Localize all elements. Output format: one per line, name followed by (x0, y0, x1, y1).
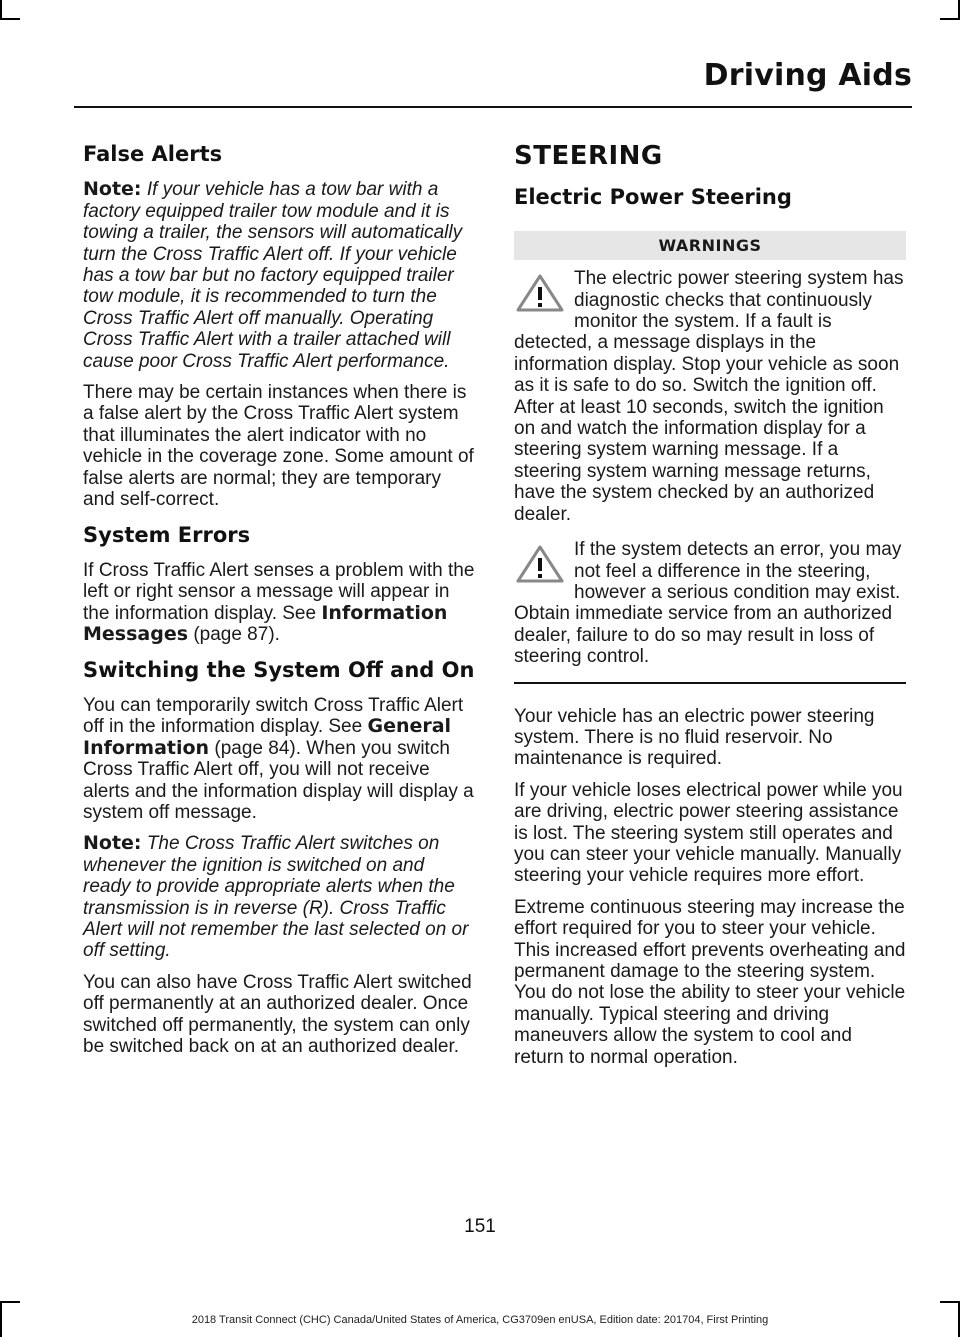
switching-page-ref: (page 84). (214, 737, 301, 759)
warnings-header: WARNINGS (514, 231, 906, 260)
left-column (83, 140, 475, 1067)
page-number: 151 (464, 1216, 496, 1237)
section-heading-steering: STEERING (514, 141, 663, 171)
switching-text-2: When you switch Cross Traffic Alert off, you will not receive alerts and the information display will display a system off message. (83, 737, 474, 823)
system-errors-text: If Cross Traffic Alert senses a problem with the left or right sensor a message will appear in the information display. See (83, 559, 475, 624)
warning-triangle-icon (514, 543, 566, 585)
system-errors-page-ref: (page 87). (193, 624, 280, 646)
electric-power-steering-heading: Electric Power Steering (514, 185, 792, 210)
edition-footer: 2018 Transit Connect (CHC) Canada/United States of America, CG3709en enUSA, Edition date: 201704, First Printing (191, 1314, 769, 1326)
crop-mark-top-left-h (0, 18, 20, 20)
switching-text: You can temporarily switch Cross Traffic Alert off in the information display. See (83, 694, 464, 738)
switching-paragraph (83, 695, 475, 823)
warning-triangle-icon (514, 272, 566, 314)
system-errors-paragraph (83, 560, 475, 646)
false-alerts-heading: False Alerts (83, 142, 223, 166)
crop-mark-bottom-right-h (940, 1301, 960, 1303)
right-column (514, 140, 906, 1078)
permanent-off-paragraph: You can also have Cross Traffic Alert switched off permanently at an authorized dealer. Once switched off permanently, the system can only be switched back on at an authorized dealer. (83, 971, 472, 1058)
warnings-end-rule (514, 682, 906, 684)
header-rule (74, 106, 912, 108)
crop-mark-top-left-v (0, 0, 2, 20)
switching-heading: Switching the System Off and On (83, 657, 475, 682)
warning-item (514, 268, 906, 525)
note-label: Note: (83, 832, 142, 855)
steering-paragraph-3: Extreme continuous steering may increase the effort required for you to steer your vehicle. This increased effort prevents overheating and permanent damage to the steering system. You do not lose the ability to steer your vehicle manually. Typical steering and driving maneuvers allow the system to cool and return to normal operation. (514, 896, 906, 1068)
system-errors-heading: System Errors (83, 522, 251, 547)
steering-paragraph-1: Your vehicle has an electric power steering system. There is no fluid reservoir. No maintenance is required. (514, 705, 875, 770)
warning-text: If the system detects an error, you may not feel a difference in the steering, however a serious condition may exist. Obtain immediate service from an authorized dealer, failure to do so may result in loss of steering control. (514, 539, 902, 668)
note-label: Note: (83, 178, 142, 201)
note-ignition (83, 833, 475, 961)
crop-mark-top-right-h (940, 18, 960, 20)
note-text: The Cross Traffic Alert switches on whenever the ignition is switched on and ready to provide appropriate alerts when the transmission is in reverse (R). Cross Traffic Alert will not remember the last selected on or off setting. (83, 833, 469, 962)
page-header-title: Driving Aids (703, 58, 912, 93)
steering-paragraph-2: If your vehicle loses electrical power while you are driving, electric power steering assistance is lost. The steering system still operates and you can steer your vehicle manually. Manually steering your vehicle requires more effort. (514, 779, 903, 887)
warning-item (514, 539, 906, 667)
note-tow-bar (83, 179, 475, 372)
crop-mark-bottom-left-h (0, 1301, 20, 1303)
false-alerts-paragraph: There may be certain instances when there is a false alert by the Cross Traffic Alert system that illuminates the alert indicator with no vehicle in the coverage zone. Some amount of false alerts are normal; they are temporary and self-correct. (83, 382, 474, 511)
general-information-link[interactable]: General Information (83, 715, 452, 759)
information-messages-link[interactable]: Information Messages (83, 601, 448, 646)
note-text: If your vehicle has a tow bar with a factory equipped trailer tow module and it is towing a trailer, the sensors will automatically turn the Cross Traffic Alert off. If your vehicle has a tow bar but no factory equipped trailer tow module, it is recommended to turn the Cross Traffic Alert off manually. Operating Cross Traffic Alert with a trailer attached will cause poor Cross Traffic Alert performance. (83, 179, 463, 372)
warning-text: The electric power steering system has diagnostic checks that continuously monitor the system. If a fault is detected, a message displays in the information display. Stop your vehicle as soon as it is safe to do so. Switch the ignition off. After at least 10 seconds, switch the ignition on and watch the information display for a steering system warning message. If a steering system warning message returns, have the system checked by an authorized dealer. (514, 268, 904, 525)
